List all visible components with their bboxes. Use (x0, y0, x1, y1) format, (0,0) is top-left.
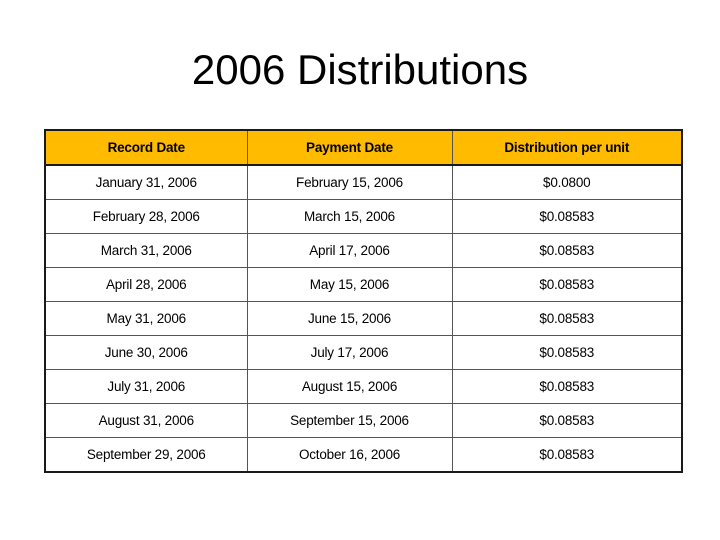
table-row (45, 302, 682, 336)
table-header-row (45, 130, 682, 165)
table-row (45, 438, 682, 473)
slide-title: 2006 Distributions (191, 46, 529, 93)
distribution-cell: $0.0800 (452, 165, 682, 200)
table-row (45, 404, 682, 438)
payment-date-cell: July 17, 2006 (247, 336, 452, 370)
header-payment-date: Payment Date (247, 130, 452, 165)
record-date-cell: June 30, 2006 (45, 336, 247, 370)
table-row (45, 268, 682, 302)
record-date-cell: April 28, 2006 (45, 268, 247, 302)
payment-date-cell: May 15, 2006 (247, 268, 452, 302)
record-date-cell: September 29, 2006 (45, 438, 247, 473)
table-row (45, 370, 682, 404)
payment-date-cell: October 16, 2006 (247, 438, 452, 473)
header-distribution-per-unit: Distribution per unit (452, 130, 682, 165)
record-date-cell: March 31, 2006 (45, 234, 247, 268)
distribution-cell: $0.08583 (452, 268, 682, 302)
payment-date-cell: April 17, 2006 (247, 234, 452, 268)
table-row (45, 234, 682, 268)
distribution-cell: $0.08583 (452, 302, 682, 336)
payment-date-cell: August 15, 2006 (247, 370, 452, 404)
table-row (45, 200, 682, 234)
distributions-table (44, 129, 683, 473)
distribution-cell: $0.08583 (452, 404, 682, 438)
payment-date-cell: February 15, 2006 (247, 165, 452, 200)
record-date-cell: August 31, 2006 (45, 404, 247, 438)
record-date-cell: February 28, 2006 (45, 200, 247, 234)
table-row (45, 165, 682, 200)
payment-date-cell: March 15, 2006 (247, 200, 452, 234)
payment-date-cell: September 15, 2006 (247, 404, 452, 438)
distributions-table-container (44, 129, 681, 473)
payment-date-cell: June 15, 2006 (247, 302, 452, 336)
distribution-cell: $0.08583 (452, 336, 682, 370)
distribution-cell: $0.08583 (452, 200, 682, 234)
header-record-date: Record Date (45, 130, 247, 165)
record-date-cell: July 31, 2006 (45, 370, 247, 404)
distribution-cell: $0.08583 (452, 370, 682, 404)
record-date-cell: May 31, 2006 (45, 302, 247, 336)
record-date-cell: January 31, 2006 (45, 165, 247, 200)
distribution-cell: $0.08583 (452, 234, 682, 268)
table-row (45, 336, 682, 370)
distribution-cell: $0.08583 (452, 438, 682, 473)
